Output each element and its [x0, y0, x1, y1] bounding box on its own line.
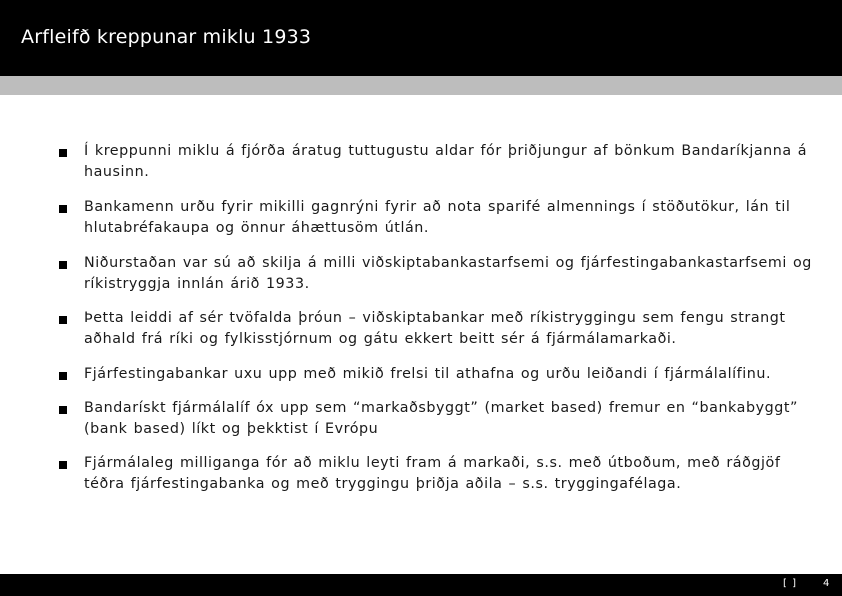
- slide-title: Arfleifð kreppunar miklu 1933: [21, 26, 312, 48]
- square-bullet-icon: [59, 149, 67, 157]
- header-divider-bar: [0, 76, 842, 95]
- square-bullet-icon: [59, 261, 67, 269]
- square-bullet-icon: [59, 316, 67, 324]
- bullet-text: Í kreppunni miklu á fjórða áratug tuttugustu aldar fór þriðjungur af bönkum Bandaríkjanna á hausinn.: [84, 143, 808, 180]
- square-bullet-icon: [59, 372, 67, 380]
- square-bullet-icon: [59, 205, 67, 213]
- slide-footer: [0, 574, 842, 596]
- bullet-text: Niðurstaðan var sú að skilja á milli viðskiptabankastarfsemi og fjárfestingabankastarfsemi og ríkistryggja innlán árið 1933.: [84, 255, 812, 292]
- bullet-text: Þetta leiddi af sér tvöfalda þróun – viðskiptabankar með ríkistryggingu sem fengu strangt aðhald frá ríki og fylkisstjórnum og gátu ekkert beitt sér á fjármálamarkaði.: [84, 310, 786, 347]
- bullet-text: Bankamenn urðu fyrir mikilli gagnrýni fyrir að nota sparifé almennings í stöðutökur, lán til hlutabréfakaupa og önnur áhættusöm útlán.: [84, 199, 791, 236]
- bullet-text: Fjármálaleg milliganga fór að miklu leyti fram á markaði, s.s. með útboðum, með ráðgjöf téðra fjárfestingabanka og með tryggingu þriðja aðila – s.s. tryggingafélaga.: [84, 455, 781, 492]
- square-bullet-icon: [59, 406, 67, 414]
- page-number: 4: [823, 578, 830, 589]
- footer-brackets: [ ]: [783, 578, 797, 589]
- slide-header: [0, 0, 842, 76]
- square-bullet-icon: [59, 461, 67, 469]
- bullet-text: Bandarískt fjármálalíf óx upp sem “markaðsbyggt” (market based) fremur en “bankabyggt” (bank based) líkt og þekktist í Evrópu: [84, 400, 798, 437]
- bullet-text: Fjárfestingabankar uxu upp með mikið frelsi til athafna og urðu leiðandi í fjármálalífinu.: [84, 366, 772, 382]
